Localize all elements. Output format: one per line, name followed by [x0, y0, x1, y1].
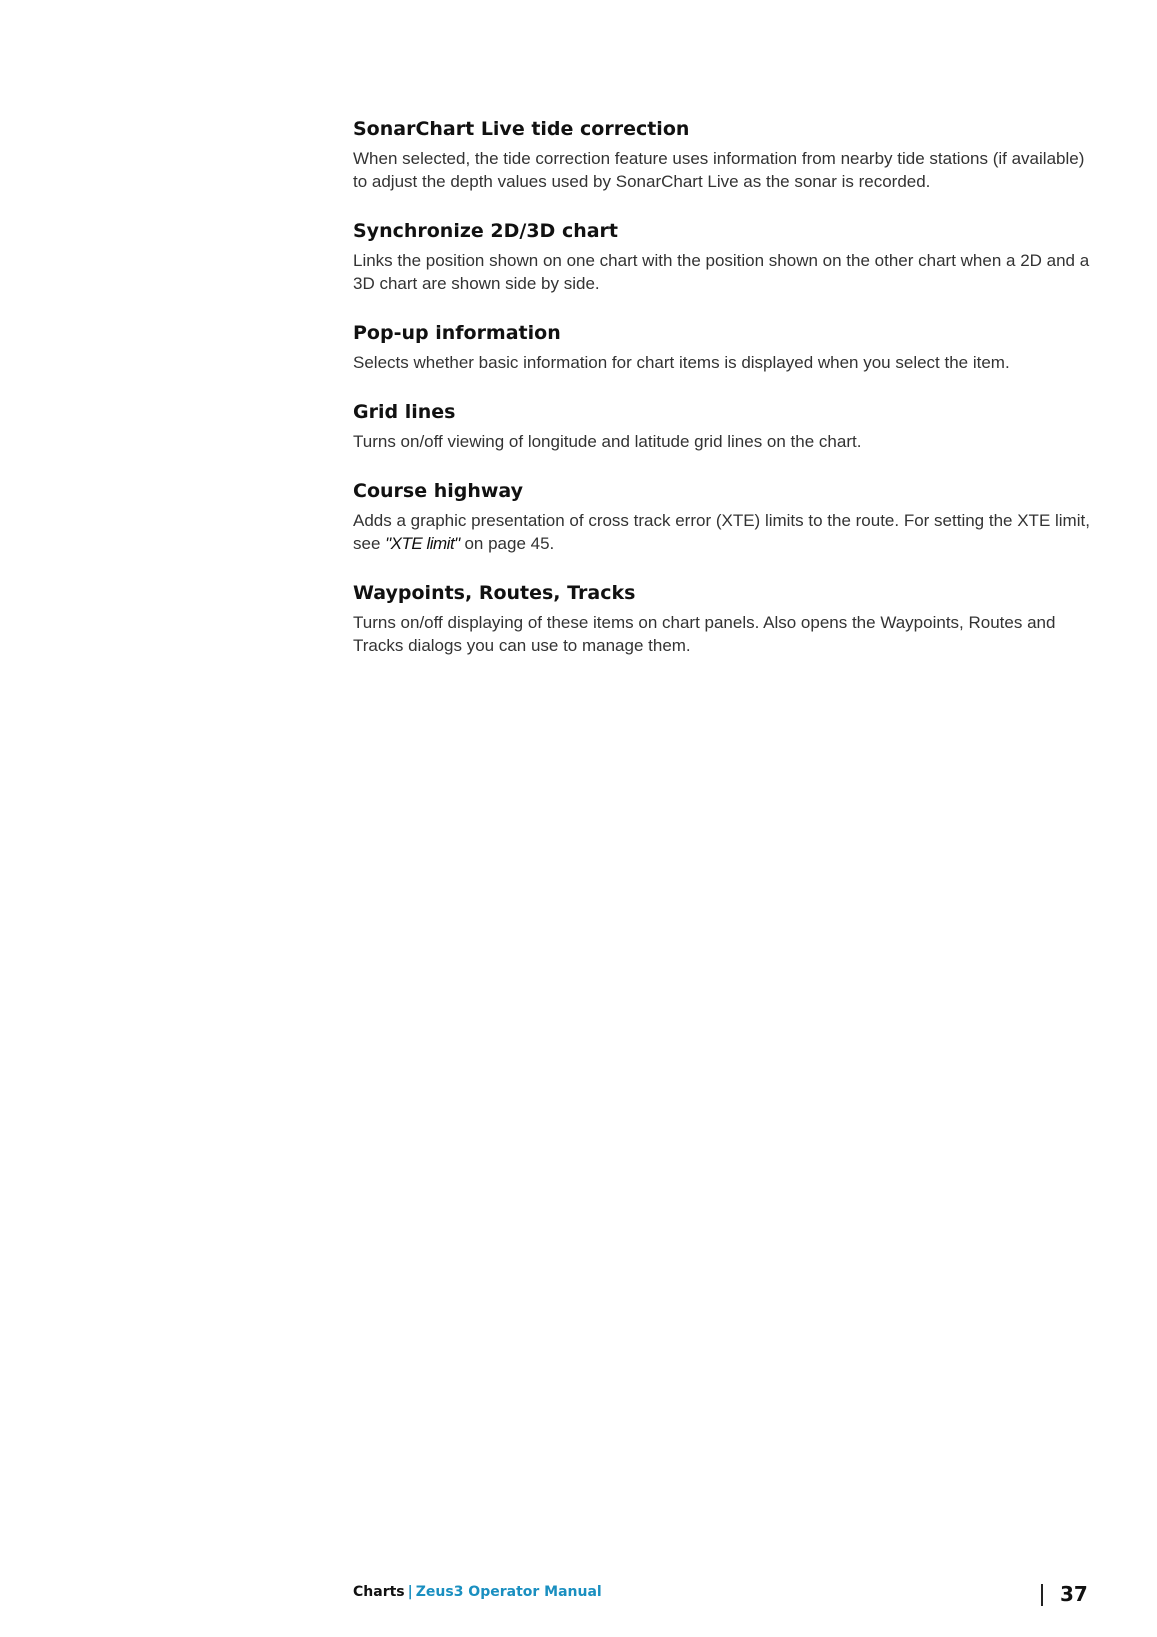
section-body: Turns on/off viewing of longitude and latitude grid lines on the chart. — [353, 432, 862, 451]
section-synchronize-2d-3d-chart — [353, 219, 1093, 295]
section-body: Selects whether basic information for chart items is displayed when you select the item. — [353, 353, 1010, 372]
footer-separator: | — [407, 1584, 413, 1600]
page-footer — [353, 1583, 602, 1601]
page-number: 37 — [1060, 1582, 1088, 1606]
body-text-after-link: on page 45. — [459, 534, 555, 553]
section-course-highway — [353, 479, 1093, 555]
section-heading: Grid lines — [353, 401, 456, 423]
footer-manual-title: Zeus3 Operator Manual — [415, 1584, 602, 1600]
section-heading: Synchronize 2D/3D chart — [353, 220, 619, 242]
section-body: When selected, the tide correction feature uses information from nearby tide stations (if available) to adjust the depth values used by SonarChart Live as the sonar is recorded. — [353, 149, 1085, 191]
section-waypoints-routes-tracks — [353, 581, 1093, 657]
section-sonarchart-live-tide-correction — [353, 117, 1093, 193]
section-heading: Waypoints, Routes, Tracks — [353, 582, 636, 604]
section-grid-lines — [353, 400, 1093, 453]
section-body: Links the position shown on one chart with the position shown on the other chart when a 2D and a 3D chart are shown side by side. — [353, 251, 1090, 293]
section-heading: Course highway — [353, 480, 524, 502]
main-content — [353, 117, 1093, 683]
xte-limit-link[interactable]: "XTE limit" — [385, 534, 460, 553]
body-text-before-link: Adds a graphic presentation of cross track error (XTE) limits to the route. For setting the XTE limit, see — [353, 511, 1090, 553]
section-heading: Pop-up information — [353, 322, 561, 344]
footer-chapter: Charts — [353, 1584, 405, 1600]
section-body — [353, 509, 1093, 555]
section-pop-up-information — [353, 321, 1093, 374]
page-number-divider — [1041, 1584, 1043, 1606]
section-body: Turns on/off displaying of these items on chart panels. Also opens the Waypoints, Routes and Tracks dialogs you can use to manage them. — [353, 613, 1056, 655]
section-heading: SonarChart Live tide correction — [353, 118, 690, 140]
